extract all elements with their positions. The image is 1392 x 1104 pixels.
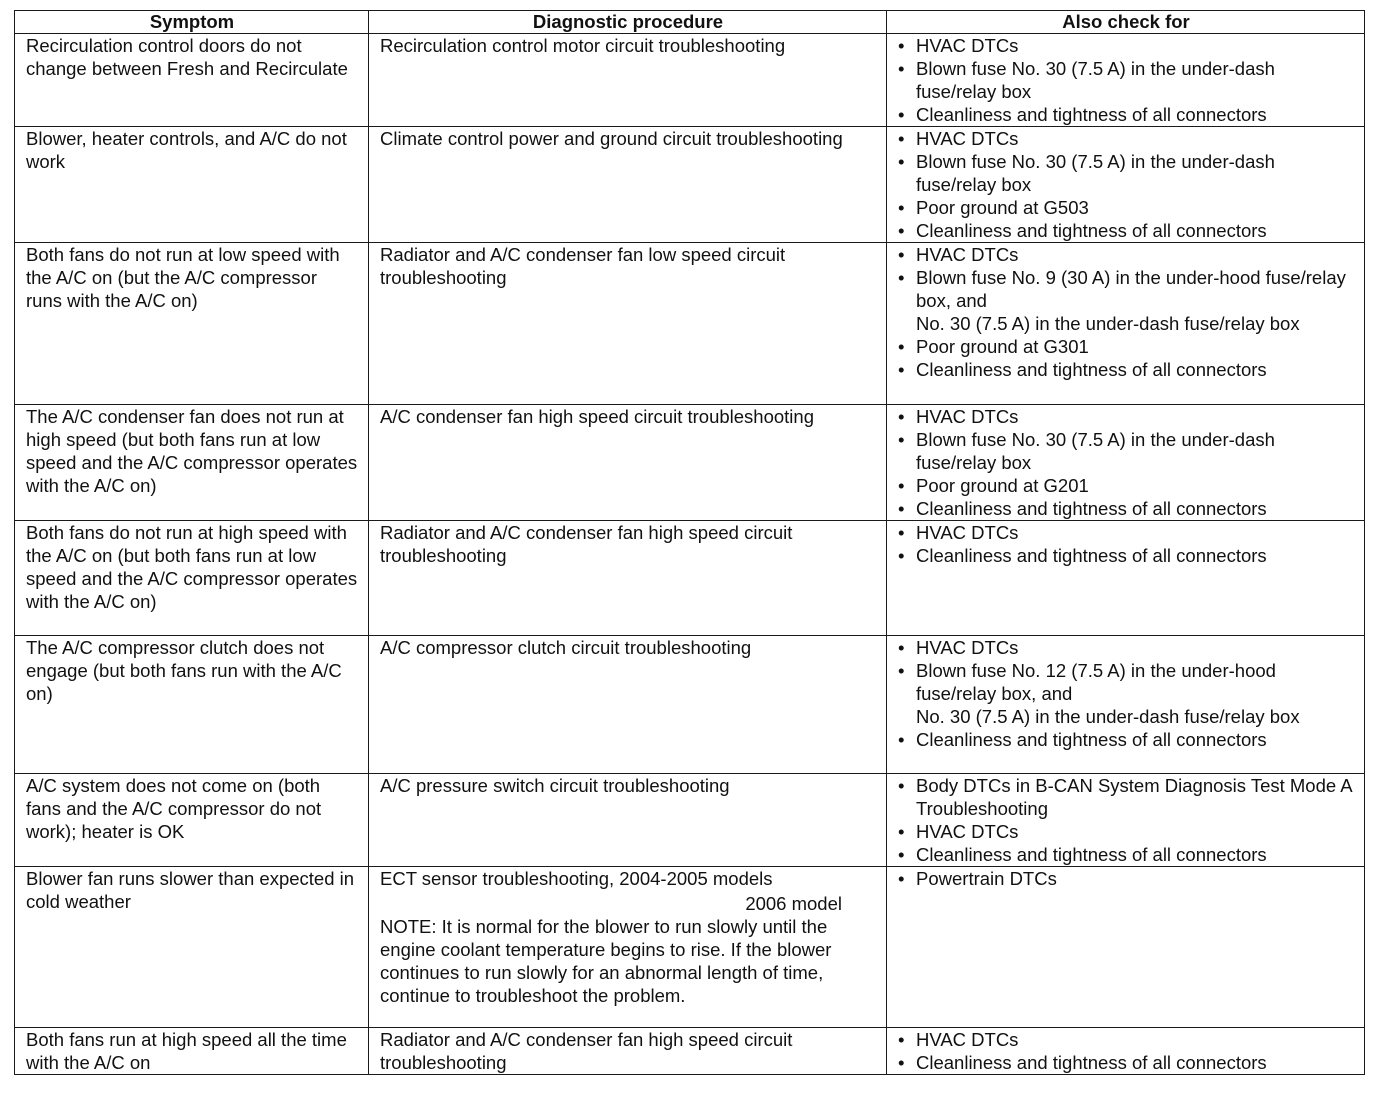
check-item: • HVAC DTCs	[898, 821, 1019, 842]
bullet-icon: •	[898, 244, 905, 265]
procedure-note: NOTE: It is normal for the blower to run slowly until the engine coolant temperature begins to rise. If the blower continues to run slowly for an abnormal length of time, continue to troubleshoot the problem.	[380, 916, 832, 1006]
header-row	[15, 11, 1365, 34]
also-check-cell	[887, 636, 1365, 774]
procedure-cell: Radiator and A/C condenser fan low speed circuit troubleshooting	[369, 243, 887, 405]
bullet-icon: •	[898, 359, 905, 380]
procedure-cell: Radiator and A/C condenser fan high speed circuit troubleshooting	[369, 1028, 887, 1075]
check-list	[898, 127, 1354, 242]
bullet-icon: •	[898, 58, 905, 79]
also-check-cell	[887, 34, 1365, 127]
bullet-icon: •	[898, 267, 905, 288]
table-row	[15, 521, 1365, 636]
check-item: • Cleanliness and tightness of all connectors	[898, 359, 1267, 380]
procedure-cell: Radiator and A/C condenser fan high speed circuit troubleshooting	[369, 521, 887, 636]
symptom-troubleshooting-table	[14, 10, 1365, 1075]
symptom-cell: The A/C condenser fan does not run at high speed (but both fans run at low speed and the A/C compressor operates with the A/C on)	[15, 405, 369, 521]
bullet-icon: •	[898, 844, 905, 865]
check-list	[898, 405, 1354, 520]
check-item: • HVAC DTCs	[898, 244, 1019, 265]
check-list	[898, 1028, 1354, 1074]
bullet-icon: •	[898, 545, 905, 566]
table-row	[15, 1028, 1365, 1075]
check-item-continuation: No. 30 (7.5 A) in the under-dash fuse/relay box	[916, 706, 1300, 727]
bullet-icon: •	[898, 868, 905, 889]
procedure-cell: A/C condenser fan high speed circuit troubleshooting	[369, 405, 887, 521]
also-check-cell	[887, 405, 1365, 521]
procedure-cell: A/C pressure switch circuit troubleshooting	[369, 774, 887, 867]
check-item: • Cleanliness and tightness of all connectors	[898, 844, 1267, 865]
check-list	[898, 867, 1354, 890]
bullet-icon: •	[898, 775, 905, 796]
check-item: • Poor ground at G503	[898, 197, 1089, 218]
bullet-icon: •	[898, 637, 905, 658]
bullet-icon: •	[898, 729, 905, 750]
check-list	[898, 774, 1354, 866]
symptom-cell: Both fans do not run at low speed with the A/C on (but the A/C compressor runs with the A/C on)	[15, 243, 369, 405]
procedure-cell	[369, 867, 887, 1028]
table-row	[15, 34, 1365, 127]
table-row	[15, 243, 1365, 405]
check-item-continuation: No. 30 (7.5 A) in the under-dash fuse/relay box	[916, 313, 1300, 334]
symptom-cell: The A/C compressor clutch does not engage (but both fans run with the A/C on)	[15, 636, 369, 774]
check-list	[898, 636, 1354, 751]
check-item: • Blown fuse No. 30 (7.5 A) in the under-dash fuse/relay box	[898, 429, 1275, 473]
check-item: • HVAC DTCs	[898, 637, 1019, 658]
symptom-cell: Both fans do not run at high speed with the A/C on (but both fans run at low speed and the A/C compressor operates with the A/C on)	[15, 521, 369, 636]
also-check-cell	[887, 127, 1365, 243]
check-item: • Cleanliness and tightness of all connectors	[898, 545, 1267, 566]
header-symptom: Symptom	[15, 11, 369, 34]
check-list	[898, 34, 1354, 126]
check-item: • Blown fuse No. 9 (30 A) in the under-hood fuse/relay box, and No. 30 (7.5 A) in the under-dash fuse/relay box	[898, 267, 1346, 334]
check-item: • Cleanliness and tightness of all connectors	[898, 1052, 1267, 1073]
check-item: • Poor ground at G301	[898, 336, 1089, 357]
procedure-cell: A/C compressor clutch circuit troubleshooting	[369, 636, 887, 774]
also-check-cell	[887, 774, 1365, 867]
bullet-icon: •	[898, 429, 905, 450]
symptom-cell: Recirculation control doors do not change between Fresh and Recirculate	[15, 34, 369, 127]
symptom-cell: Both fans run at high speed all the time with the A/C on	[15, 1028, 369, 1075]
procedure-model-label: 2006 model	[745, 893, 842, 914]
check-item: • Cleanliness and tightness of all connectors	[898, 104, 1267, 125]
check-list	[898, 243, 1354, 381]
table-row	[15, 405, 1365, 521]
check-list	[898, 521, 1354, 567]
bullet-icon: •	[898, 336, 905, 357]
check-item: • Blown fuse No. 30 (7.5 A) in the under-dash fuse/relay box	[898, 58, 1275, 102]
also-check-cell	[887, 1028, 1365, 1075]
table-row	[15, 774, 1365, 867]
table-row	[15, 867, 1365, 1028]
check-item: • Poor ground at G201	[898, 475, 1089, 496]
also-check-cell	[887, 243, 1365, 405]
check-item: • HVAC DTCs	[898, 522, 1019, 543]
bullet-icon: •	[898, 406, 905, 427]
bullet-icon: •	[898, 821, 905, 842]
bullet-icon: •	[898, 35, 905, 56]
symptom-cell: A/C system does not come on (both fans and the A/C compressor do not work); heater is OK	[15, 774, 369, 867]
bullet-icon: •	[898, 1052, 905, 1073]
bullet-icon: •	[898, 475, 905, 496]
check-item: • HVAC DTCs	[898, 35, 1019, 56]
bullet-icon: •	[898, 104, 905, 125]
check-item: • Blown fuse No. 12 (7.5 A) in the under-hood fuse/relay box, and No. 30 (7.5 A) in the under-dash fuse/relay box	[898, 660, 1300, 727]
header-diagnostic-procedure: Diagnostic procedure	[369, 11, 887, 34]
table-row	[15, 636, 1365, 774]
symptom-cell: Blower, heater controls, and A/C do not work	[15, 127, 369, 243]
bullet-icon: •	[898, 220, 905, 241]
check-item: • Powertrain DTCs	[898, 868, 1057, 889]
check-item: • Cleanliness and tightness of all connectors	[898, 498, 1267, 519]
bullet-icon: •	[898, 151, 905, 172]
bullet-icon: •	[898, 1029, 905, 1050]
bullet-icon: •	[898, 522, 905, 543]
bullet-icon: •	[898, 128, 905, 149]
check-item: • HVAC DTCs	[898, 128, 1019, 149]
check-item: • Body DTCs in B-CAN System Diagnosis Test Mode A Troubleshooting	[898, 775, 1352, 819]
procedure-cell: Climate control power and ground circuit troubleshooting	[369, 127, 887, 243]
procedure-cell: Recirculation control motor circuit troubleshooting	[369, 34, 887, 127]
check-item: • Cleanliness and tightness of all connectors	[898, 220, 1267, 241]
also-check-cell	[887, 521, 1365, 636]
check-item: • Blown fuse No. 30 (7.5 A) in the under-dash fuse/relay box	[898, 151, 1275, 195]
bullet-icon: •	[898, 660, 905, 681]
symptom-cell: Blower fan runs slower than expected in cold weather	[15, 867, 369, 1028]
procedure-text: ECT sensor troubleshooting, 2004-2005 models	[380, 868, 773, 889]
check-item: • HVAC DTCs	[898, 1029, 1019, 1050]
bullet-icon: •	[898, 197, 905, 218]
bullet-icon: •	[898, 498, 905, 519]
header-also-check-for: Also check for	[887, 11, 1365, 34]
also-check-cell	[887, 867, 1365, 1028]
check-item: • Cleanliness and tightness of all connectors	[898, 729, 1267, 750]
table-row	[15, 127, 1365, 243]
check-item: • HVAC DTCs	[898, 406, 1019, 427]
